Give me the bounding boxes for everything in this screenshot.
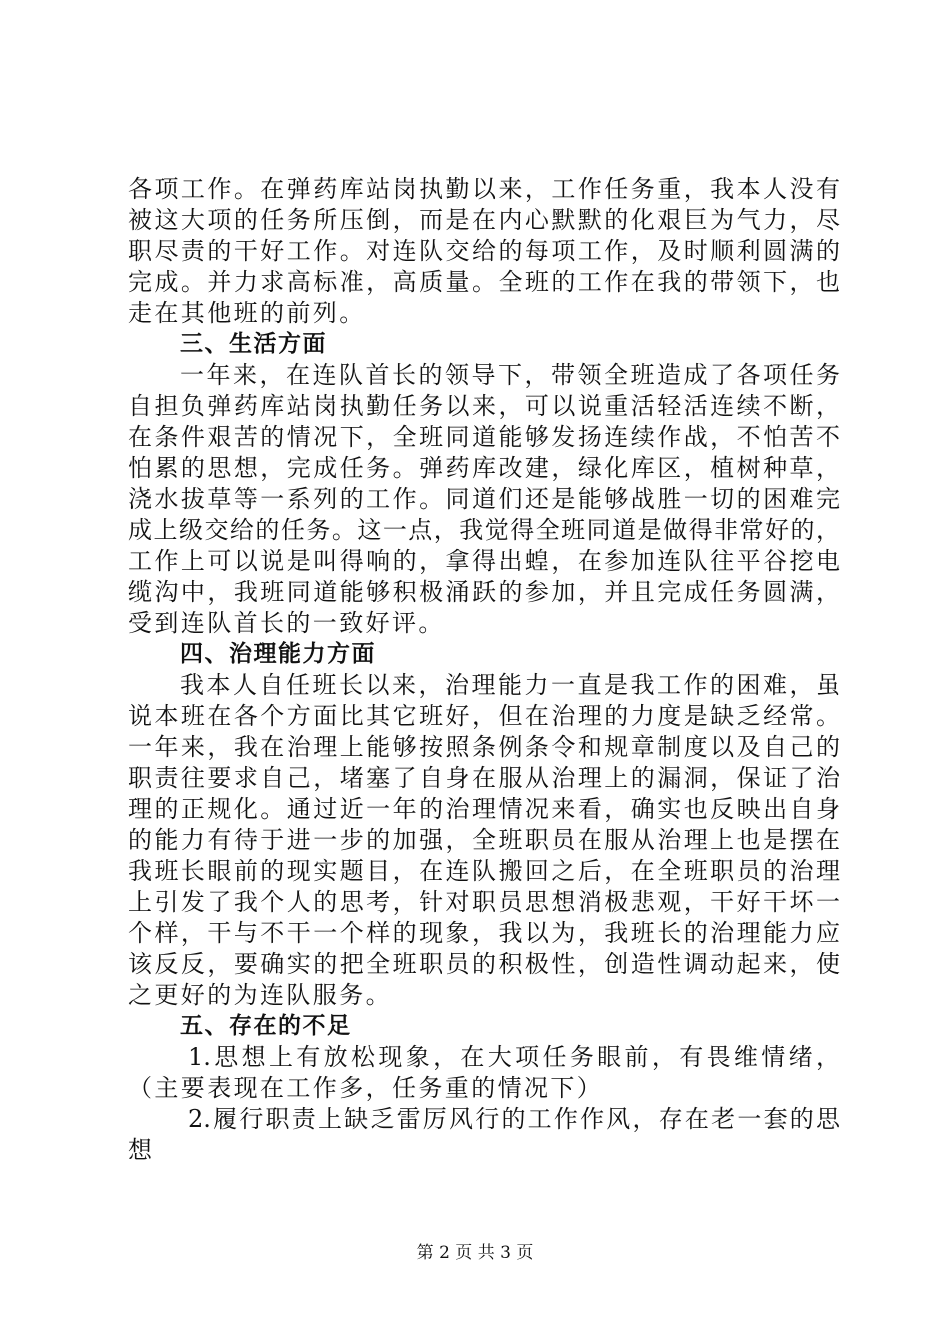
- page-footer: 第 2 页 共 3 页: [416, 1243, 534, 1263]
- paragraph-line: 职尽责的干好工作。对连队交给的每项工作，及时顺利圆满的: [128, 237, 840, 265]
- paragraph-line: 浇水拔草等一系列的工作。同道们还是能够战胜一切的困难完: [128, 485, 840, 513]
- paragraph-line: 成上级交给的任务。这一点，我觉得全班同道是做得非常好的，: [128, 516, 840, 544]
- paragraph-line: 的能力有待于进一步的加强，全班职员在服从治理上也是摆在: [128, 826, 840, 854]
- paragraph-line: 怕累的思想，完成任务。弹药库改建，绿化库区，植树种草，: [128, 454, 840, 482]
- paragraph-line: 缆沟中，我班同道能够积极涌跃的参加，并且完成任务圆满，: [128, 578, 840, 606]
- document-body: [128, 174, 840, 1166]
- paragraph-last-line: （主要表现在工作多，任务重的情况下）: [128, 1074, 604, 1102]
- section-heading: 三、生活方面: [180, 331, 327, 357]
- list-item-line: 1.思想上有放松现象，在大项任务眼前，有畏维情绪，: [188, 1043, 840, 1071]
- paragraph-line: 在条件艰苦的情况下，全班同道能够发扬连续作战，不怕苦不: [128, 423, 840, 451]
- paragraph-line: 被这大项的任务所压倒，而是在内心默默的化艰巨为气力，尽: [128, 206, 840, 234]
- paragraph-last-line: 受到连队首长的一致好评。: [128, 609, 445, 637]
- section-heading: 五、存在的不足: [180, 1013, 352, 1039]
- list-item-line: 2.履行职责上缺乏雷厉风行的工作作风，存在老一套的思: [188, 1105, 840, 1133]
- paragraph-line: 我班长眼前的现实题目，在连队搬回之后，在全班职员的治理: [128, 857, 840, 885]
- paragraph-last-line: 之更好的为连队服务。: [128, 981, 392, 1009]
- paragraph-line: 完成。并力求高标准，高质量。全班的工作在我的带领下，也: [128, 268, 840, 296]
- paragraph-first-line: 我本人自任班长以来，治理能力一直是我工作的困难，虽: [180, 671, 840, 699]
- paragraph-line: 一年来，我在治理上能够按照条例条令和规章制度以及自己的: [128, 733, 840, 761]
- paragraph-last-line: 想: [128, 1136, 155, 1164]
- section-heading: 四、治理能力方面: [180, 641, 376, 667]
- paragraph-first-line: 一年来，在连队首长的领导下，带领全班造成了各项任务: [180, 361, 840, 389]
- paragraph-line: 职责往要求自己，堵塞了自身在服从治理上的漏洞，保证了治: [128, 764, 840, 792]
- paragraph-line: 自担负弹药库站岗执勤任务以来，可以说重活轻活连续不断，: [128, 392, 840, 420]
- paragraph-line: 上引发了我个人的思考，针对职员思想消极悲观，干好干坏一: [128, 888, 840, 916]
- paragraph-line: 个样，干与不干一个样的现象，我以为，我班长的治理能力应: [128, 919, 840, 947]
- paragraph-line: 说本班在各个方面比其它班好，但在治理的力度是缺乏经常。: [128, 702, 840, 730]
- paragraph-line: 该反反，要确实的把全班职员的积极性，创造性调动起来，使: [128, 950, 840, 978]
- paragraph-line: 理的正规化。通过近一年的治理情况来看，确实也反映出自身: [128, 795, 840, 823]
- paragraph-line: 各项工作。在弹药库站岗执勤以来，工作任务重，我本人没有: [128, 175, 840, 203]
- paragraph-last-line: 走在其他班的前列。: [128, 299, 366, 327]
- paragraph-line: 工作上可以说是叫得响的，拿得出蝗，在参加连队往平谷挖电: [128, 547, 840, 575]
